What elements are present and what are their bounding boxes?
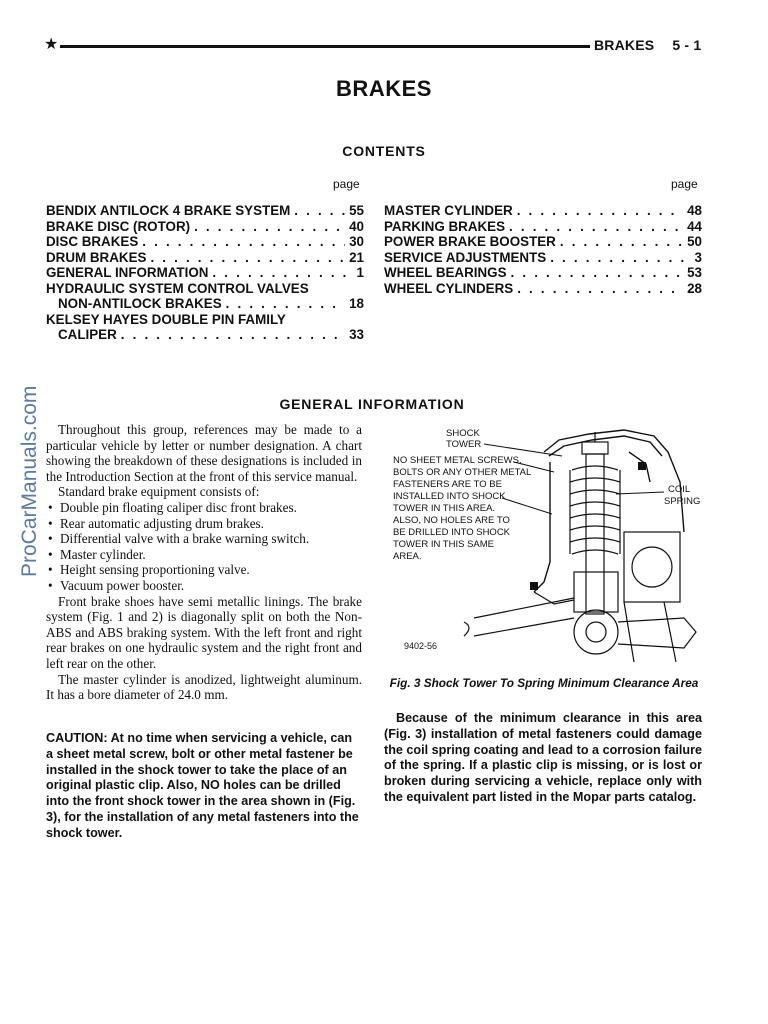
- toc-entry[interactable]: DISC BRAKES . . . 30: [46, 234, 364, 250]
- list-item: • Differential valve with a brake warning switch.: [46, 531, 362, 547]
- figure-id: 9402-56: [404, 641, 438, 651]
- contents-heading: CONTENTS: [342, 143, 426, 159]
- toc-entry: KELSEY HAYES DOUBLE PIN FAMILY: [46, 311, 286, 327]
- figure-label-spring: SPRING: [664, 496, 701, 507]
- watermark: ProCarManuals.com: [18, 385, 41, 577]
- figure-note-line: NO SHEET METAL SCREWS,: [393, 455, 522, 466]
- list-item: • Vacuum power booster.: [46, 578, 362, 594]
- paragraph: Standard brake equipment consists of:: [58, 484, 260, 500]
- toc-left-column: [46, 203, 364, 343]
- figure-note-line: BE DRILLED INTO SHOCK: [393, 527, 511, 538]
- figure-label-tower: TOWER: [446, 439, 482, 450]
- figure-note-line: BOLTS OR ANY OTHER METAL: [393, 467, 532, 478]
- figure-note-line: FASTENERS ARE TO BE: [393, 479, 502, 490]
- toc-entry[interactable]: POWER BRAKE BOOSTER . . . 50: [384, 234, 702, 250]
- list-item: • Rear automatic adjusting drum brakes.: [46, 516, 362, 532]
- toc-entry: HYDRAULIC SYSTEM CONTROL VALVES: [46, 280, 309, 296]
- header-page-number: 5 - 1: [672, 37, 702, 53]
- figure-note-line: TOWER IN THIS AREA.: [393, 503, 496, 514]
- paragraph: The master cylinder is anodized, lightweight aluminum. It has a bore diameter of 24.0 mm.: [46, 671, 362, 703]
- page-title: BRAKES: [336, 76, 432, 101]
- figure-caption: Fig. 3 Shock Tower To Spring Minimum Clearance Area: [389, 676, 699, 690]
- toc-entry[interactable]: SERVICE ADJUSTMENTS . . . 3: [384, 250, 702, 266]
- running-header: [594, 37, 701, 53]
- paragraph: Throughout this group, references may be made to a particular vehicle by letter or number designation. A chart showing the breakdown of these designations is included in the Introduction Section at the front of this service manual.: [46, 422, 362, 484]
- body-text-left: [46, 422, 362, 703]
- header-rule: [60, 45, 590, 48]
- figure-note-line: ALSO, NO HOLES ARE TO: [393, 515, 510, 526]
- figure-label-coil: COIL: [668, 484, 691, 495]
- toc-page-label-left: page: [333, 177, 360, 191]
- toc-right-column: [384, 203, 702, 296]
- toc-entry[interactable]: PARKING BRAKES . . . 44: [384, 219, 702, 235]
- figure-label-shock: SHOCK: [446, 428, 480, 439]
- shock-tower-figure: [384, 422, 704, 670]
- toc-page-label-right: page: [671, 177, 698, 191]
- toc-entry[interactable]: MASTER CYLINDER . . . 48: [384, 203, 702, 219]
- toc-entry[interactable]: DRUM BRAKES . . . 21: [46, 250, 364, 266]
- body-text-right: Because of the minimum clearance in this area (Fig. 3) installation of metal fasteners could damage the coil spring coating and lead to a corrosion failure of the spring. If a plastic clip is missing, or is lost or broken during servicing a vehicle, replace only with the equivalent part listed in the Mopar parts catalog.: [384, 711, 702, 804]
- section-heading-general-information: GENERAL INFORMATION: [279, 396, 465, 412]
- header-star: ★: [44, 36, 59, 53]
- list-item: • Master cylinder.: [46, 547, 362, 563]
- toc-entry[interactable]: BRAKE DISC (ROTOR) . . . 40: [46, 219, 364, 235]
- toc-entry[interactable]: WHEEL BEARINGS . . . 53: [384, 265, 702, 281]
- caution-note: CAUTION: At no time when servicing a vehicle, can a sheet metal screw, bolt or other metal fastener be installed in the shock tower to take the place of an original plastic clip. Also, NO holes can be drilled into the front shock tower in the area shown in (Fig. 3), for the installation of any metal fasteners into the shock tower.: [46, 731, 359, 840]
- toc-entry[interactable]: WHEEL CYLINDERS . . . 28: [384, 281, 702, 297]
- toc-entry[interactable]: GENERAL INFORMATION . . . 1: [46, 265, 364, 281]
- figure-note-line: TOWER IN THIS SAME: [393, 539, 494, 550]
- figure-note-line: INSTALLED INTO SHOCK: [393, 491, 506, 502]
- header-section: BRAKES: [594, 37, 655, 53]
- list-item: • Double pin floating caliper disc front brakes.: [46, 500, 362, 516]
- equipment-list: [46, 500, 362, 594]
- paragraph: Front brake shoes have semi metallic linings. The brake system (Fig. 1 and 2) is diagonally split on both the Non-ABS and ABS braking system. With the left front and right rear brakes on one hydraulic system and the right front and left rear on the other.: [46, 593, 362, 671]
- toc-entry[interactable]: NON-ANTILOCK BRAKES . . . 18: [46, 296, 364, 312]
- toc-entry[interactable]: CALIPER . . . 33: [46, 327, 364, 343]
- figure-note-line: AREA.: [393, 551, 422, 562]
- list-item: • Height sensing proportioning valve.: [46, 562, 362, 578]
- toc-entry[interactable]: BENDIX ANTILOCK 4 BRAKE SYSTEM . . . 55: [46, 203, 364, 219]
